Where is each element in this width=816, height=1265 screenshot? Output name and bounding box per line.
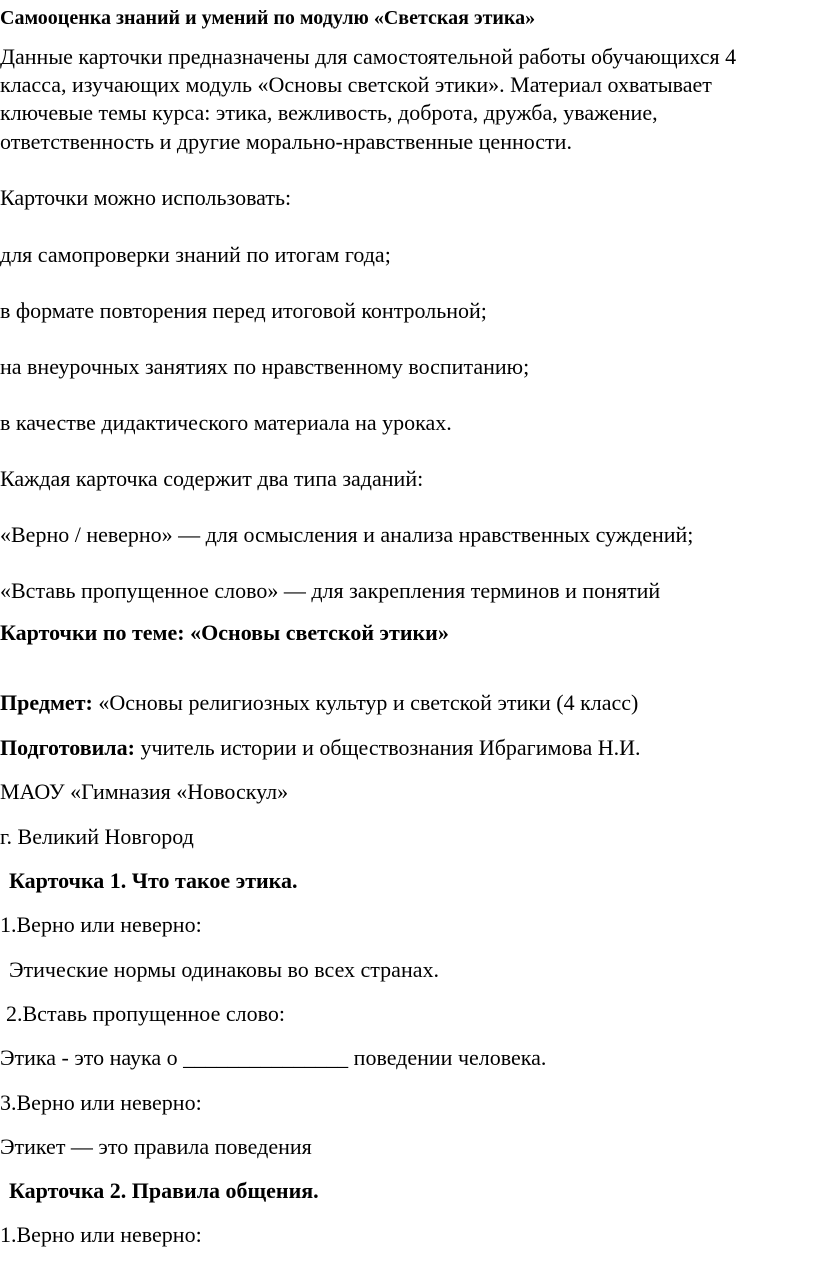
card1-question2-text: Этика - это наука о _______________ поведении человека. xyxy=(0,1045,547,1070)
card1-question3-label: 3.Верно или неверно: xyxy=(0,1090,202,1115)
author-value: учитель истории и обществознания Ибрагимова Н.И. xyxy=(134,735,641,760)
usage-item: в формате повторения перед итоговой контрольной; xyxy=(0,298,487,323)
subject-label: Предмет: xyxy=(0,690,93,715)
card1-question2-label: 2.Вставь пропущенное слово: xyxy=(6,1001,285,1026)
types-heading: Каждая карточка содержит два типа заданий: xyxy=(0,466,424,491)
author-label: Подготовила: xyxy=(0,735,135,760)
document-title: Самооценка знаний и умений по модулю «Светская этика» xyxy=(0,7,536,29)
intro-line: ключевые темы курса: этика, вежливость, доброта, дружба, уважение, xyxy=(0,100,658,125)
card1-question1-label: 1.Верно или неверно: xyxy=(0,912,202,937)
card2-heading: Карточка 2. Правила общения. xyxy=(9,1178,319,1203)
city-name: г. Великий Новгород xyxy=(0,824,194,849)
types-item: «Верно / неверно» — для осмысления и анализа нравственных суждений; xyxy=(0,522,694,547)
card1-heading: Карточка 1. Что такое этика. xyxy=(9,868,298,893)
subject-value: «Основы религиозных культур и светской этики (4 класс) xyxy=(92,690,639,715)
intro-line: класса, изучающих модуль «Основы светской этики». Материал охватывает xyxy=(0,72,712,97)
types-item: «Вставь пропущенное слово» — для закрепления терминов и понятий xyxy=(0,578,661,603)
school-name: МАОУ «Гимназия «Новоскул» xyxy=(0,779,289,804)
usage-heading: Карточки можно использовать: xyxy=(0,185,292,210)
author-line xyxy=(0,735,641,761)
intro-line: Данные карточки предназначены для самостоятельной работы обучающихся 4 xyxy=(0,44,737,69)
usage-item: в качестве дидактического материала на уроках. xyxy=(0,410,452,435)
usage-item: на внеурочных занятиях по нравственному воспитанию; xyxy=(0,354,530,379)
intro-line: ответственность и другие морально-нравственные ценности. xyxy=(0,129,572,154)
subject-line xyxy=(0,690,638,716)
card1-question3-text: Этикет — это правила поведения xyxy=(0,1134,312,1159)
card1-question1-text: Этические нормы одинаковы во всех странах. xyxy=(9,957,439,982)
card2-question1-label: 1.Верно или неверно: xyxy=(0,1222,202,1247)
usage-item: для самопроверки знаний по итогам года; xyxy=(0,242,391,267)
cards-heading: Карточки по теме: «Основы светской этики» xyxy=(0,620,449,645)
